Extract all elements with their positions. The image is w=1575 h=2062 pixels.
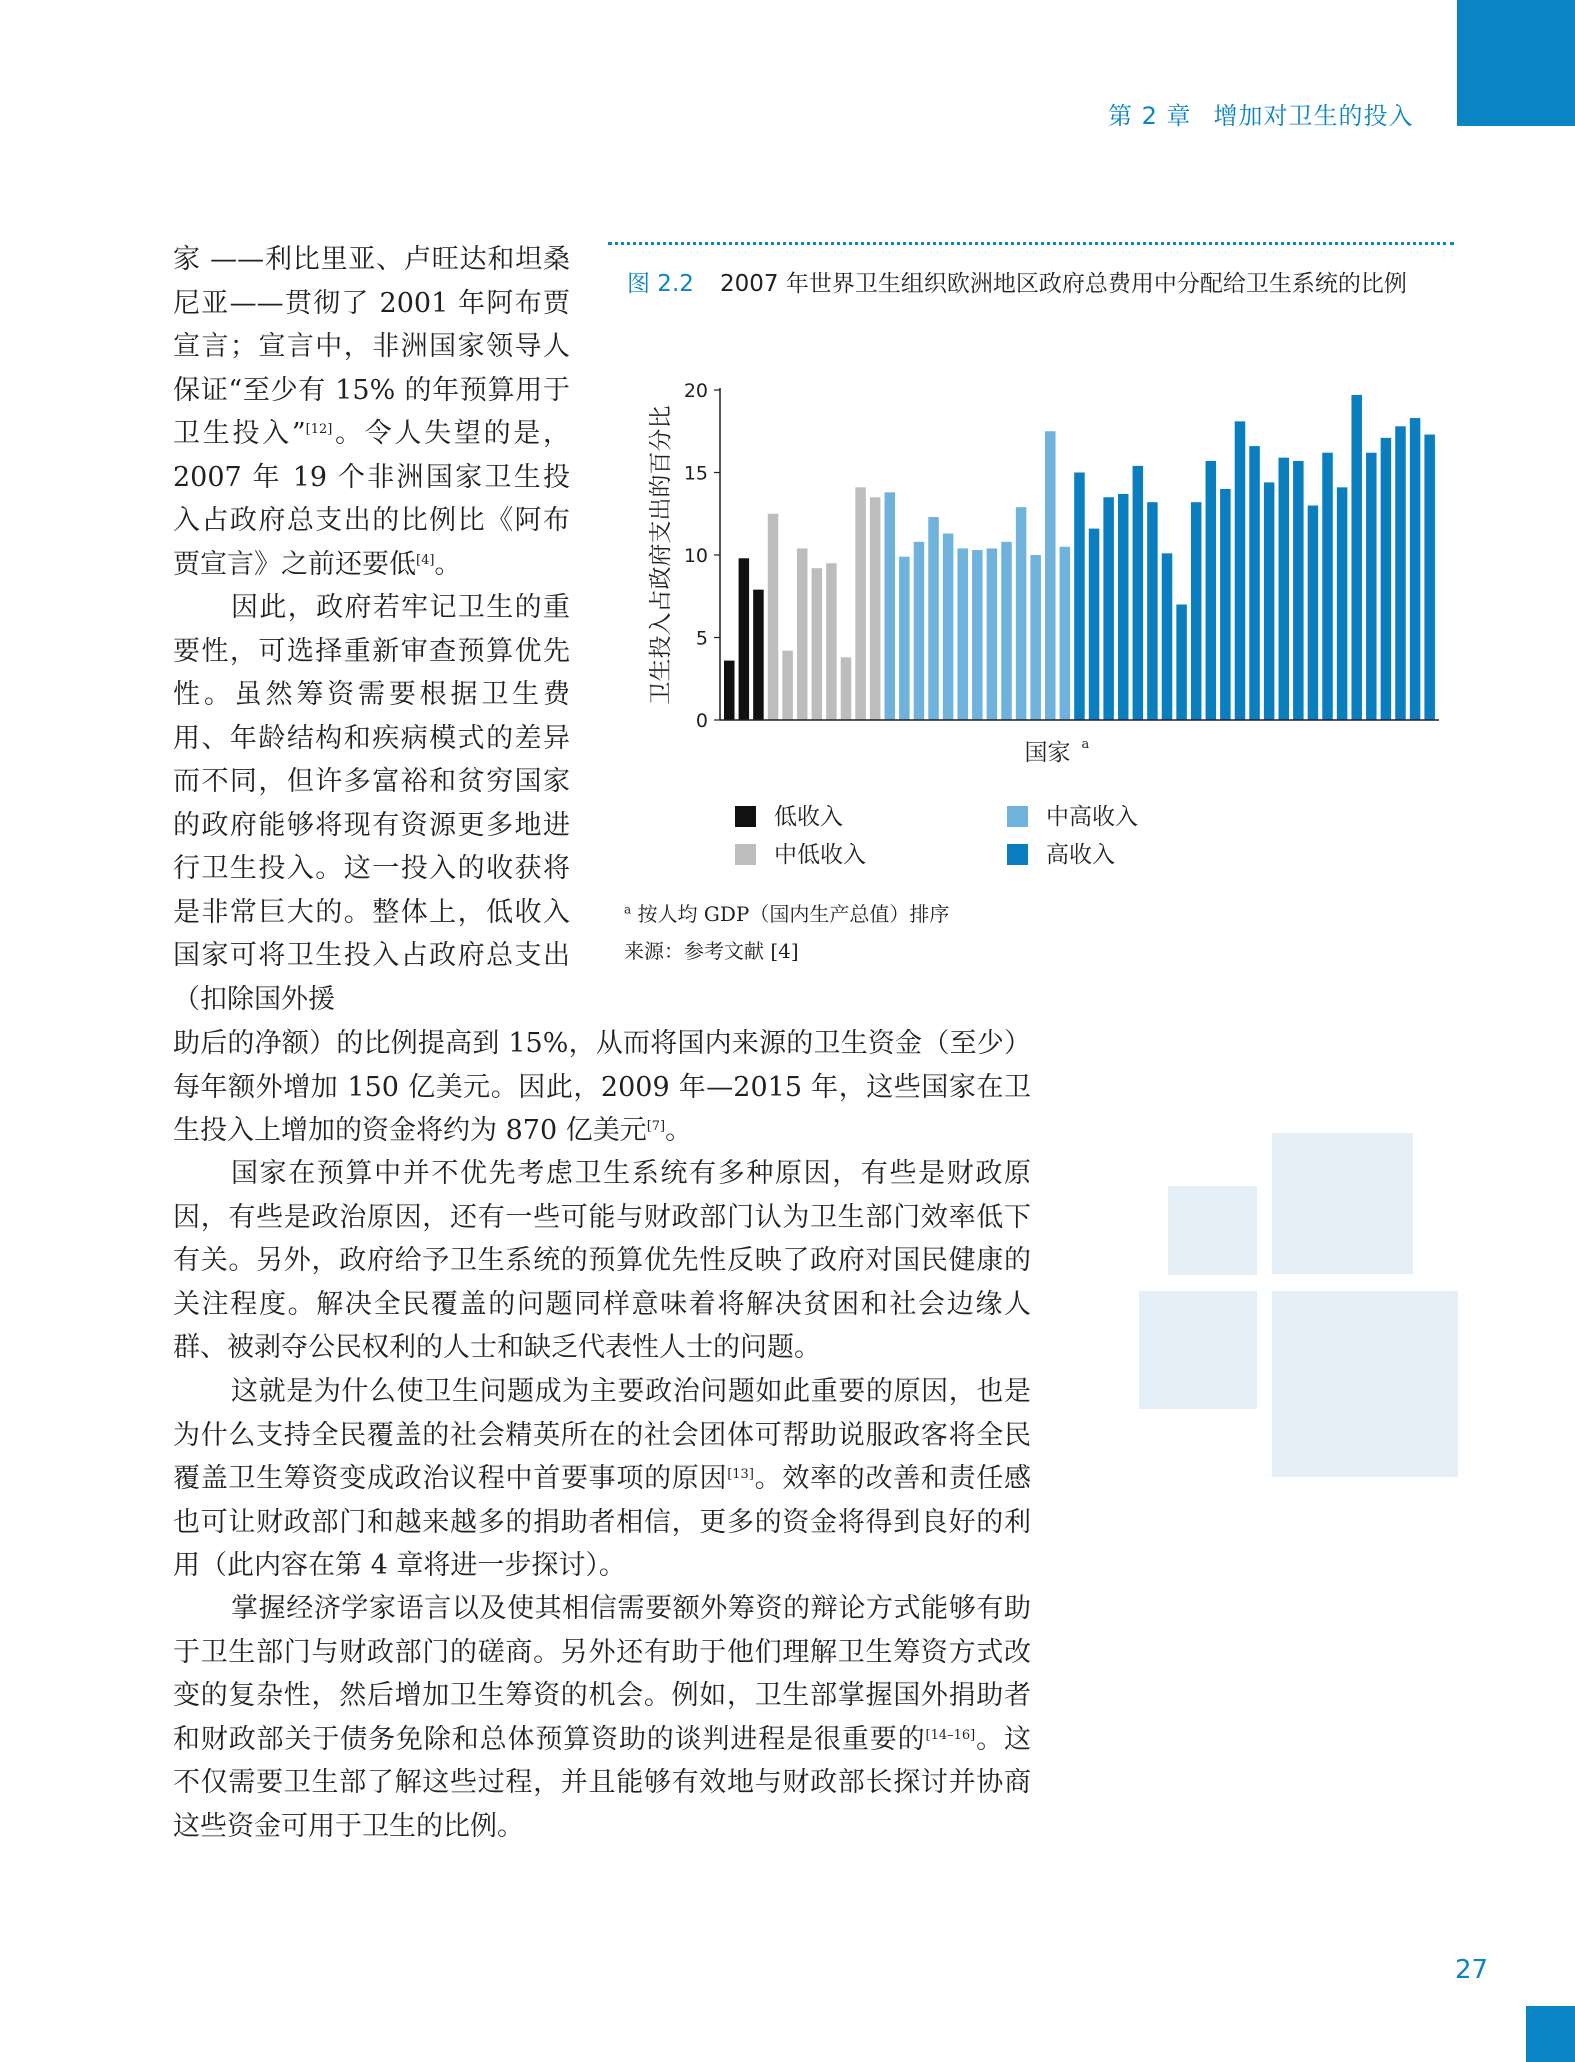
bar bbox=[1045, 431, 1056, 720]
running-header bbox=[1108, 96, 1428, 131]
bar bbox=[1147, 502, 1158, 720]
paragraph-4: 这就是为什么使卫生问题成为主要政治问题如此重要的原因，也是为什么支持全民覆盖的社会精英所在的社会团体可帮助说服政客将全民覆盖卫生筹资变成政治议程中首要事项的原因[13]。效率的改善和责任感也可让财政部门和越来越多的捐助者相信，更多的资金将得到良好的利用（此内容在第 4 章将进一步探讨）。 bbox=[173, 1376, 1032, 1581]
paragraph-2-wide: 助后的净额）的比例提高到 15%，从而将国内来源的卫生资金（至少）每年额外增加 150 亿美元。因此，2009 年—2015 年，这些国家在卫生投入上增加的资金将约为 870 亿美元[7]。 bbox=[173, 1028, 1031, 1146]
bar bbox=[1176, 605, 1187, 721]
chapter-number: 第 2 章 bbox=[1108, 102, 1192, 130]
bar bbox=[1030, 555, 1041, 720]
bar bbox=[826, 563, 837, 720]
note-mark: a bbox=[624, 902, 632, 917]
bar bbox=[753, 590, 764, 720]
legend-swatch bbox=[735, 844, 756, 865]
bar bbox=[841, 657, 852, 720]
paragraph-1: 家 ——利比里亚、卢旺达和坦桑尼亚——贯彻了 2001 年阿布贾宣言；宣言中，非洲国家领导人保证“至少有 15% 的年预算用于卫生投入”[12]。令人失望的是，2007 年 19 个非洲国家卫生投入占政府总支出的比例比《阿布贾宣言》之前还要低[4]。 bbox=[173, 244, 570, 580]
bar bbox=[1235, 421, 1246, 720]
y-tick-label: 15 bbox=[683, 462, 708, 485]
y-tick-label: 10 bbox=[683, 545, 708, 567]
bar bbox=[1395, 426, 1406, 720]
legend-swatch bbox=[735, 806, 756, 827]
paragraph-2-narrow: 因此，政府若牢记卫生的重要性，可选择重新审查预算优先性。虽然筹资需要根据卫生费用、年龄结构和疾病模式的差异而不同，但许多富裕和贫穷国家的政府能够将现有资源更多地进行卫生投入。这一投入的收获将是非常巨大的。整体上，低收入国家可将卫生投入占政府总支出（扣除国外援 bbox=[173, 592, 570, 1015]
bar bbox=[1001, 542, 1012, 720]
bar bbox=[928, 517, 939, 720]
reference: [7] bbox=[646, 1119, 666, 1134]
bar bbox=[972, 550, 983, 720]
bar bbox=[1410, 418, 1421, 720]
bar bbox=[1381, 438, 1392, 720]
reference: [4] bbox=[416, 552, 435, 568]
reference: [14–16] bbox=[925, 1727, 976, 1743]
decorative-square bbox=[1139, 1291, 1257, 1409]
bar bbox=[1366, 453, 1377, 720]
bar bbox=[870, 497, 881, 720]
legend-item-high: 高收入 bbox=[1007, 836, 1115, 869]
bar bbox=[1249, 446, 1260, 720]
bar bbox=[899, 557, 910, 720]
bar bbox=[739, 558, 750, 720]
legend-item-upper-middle: 中高收入 bbox=[1007, 798, 1138, 831]
chapter-title: 增加对卫生的投入 bbox=[1213, 102, 1414, 130]
bar bbox=[1191, 502, 1202, 720]
figure-title: 2007 年世界卫生组织欧洲地区政府总费用中分配给卫生系统的比例 bbox=[720, 271, 1407, 297]
bar-chart bbox=[630, 375, 1450, 775]
y-tick-label: 20 bbox=[683, 380, 708, 402]
footer-tab bbox=[1526, 2006, 1575, 2062]
bar bbox=[782, 651, 793, 720]
bar bbox=[914, 542, 925, 720]
bar bbox=[1133, 466, 1144, 720]
bar bbox=[1322, 453, 1333, 720]
figure-note: $^a$ 按人均 GDP（国内生产总值）排序 bbox=[624, 902, 950, 926]
bar bbox=[1089, 529, 1100, 720]
paragraph-5: 掌握经济学家语言以及使其相信需要额外筹资的辩论方式能够有助于卫生部门与财政部门的磋商。另外还有助于他们理解卫生筹资方式改变的复杂性，然后增加卫生筹资的机会。例如，卫生部掌握国外捐助者和财政部关于债务免除和总体预算资助的谈判进程是很重要的[14–16]。这不仅需要卫生部了解这些过程，并且能够有效地与财政部长探讨并协商这些资金可用于卫生的比例。 bbox=[173, 1593, 1032, 1842]
decorative-square bbox=[1168, 1186, 1257, 1275]
bar bbox=[987, 548, 998, 720]
bar bbox=[885, 492, 896, 720]
legend-item-lower-middle: 中低收入 bbox=[735, 836, 866, 869]
figure-label: 图 2.2 bbox=[627, 271, 694, 297]
figure-divider bbox=[608, 242, 1454, 245]
x-axis-label-mark: a bbox=[1081, 737, 1090, 752]
bar bbox=[812, 568, 823, 720]
bar bbox=[1206, 461, 1217, 720]
page-number: 27 bbox=[1455, 1955, 1489, 1985]
header-tab bbox=[1457, 0, 1575, 126]
bar bbox=[797, 548, 808, 720]
bar bbox=[1308, 506, 1319, 721]
bar bbox=[1118, 494, 1129, 720]
y-tick-label: 5 bbox=[695, 627, 708, 650]
legend-item-low: 低收入 bbox=[735, 798, 843, 831]
y-tick-label: 0 bbox=[695, 710, 708, 732]
reference: [12] bbox=[305, 422, 333, 437]
bar bbox=[1293, 461, 1304, 720]
bar bbox=[1103, 497, 1114, 720]
bar bbox=[957, 548, 968, 720]
bar bbox=[1264, 482, 1275, 720]
bar bbox=[1351, 395, 1362, 720]
bar bbox=[1074, 473, 1085, 721]
figure-source: 来源：参考文献 [4] bbox=[624, 939, 799, 963]
bar bbox=[1162, 553, 1173, 720]
bar bbox=[1060, 547, 1071, 720]
bar bbox=[768, 514, 779, 720]
decorative-square bbox=[1272, 1291, 1458, 1477]
bar bbox=[943, 534, 954, 720]
bar bbox=[724, 661, 735, 720]
bar bbox=[1220, 489, 1231, 720]
bar bbox=[855, 487, 866, 720]
bar bbox=[1424, 435, 1435, 720]
legend-swatch bbox=[1007, 806, 1028, 827]
legend-swatch bbox=[1007, 844, 1028, 865]
decorative-square bbox=[1272, 1133, 1413, 1274]
bar bbox=[1278, 458, 1289, 720]
bar bbox=[1337, 487, 1348, 720]
paragraph-3: 国家在预算中并不优先考虑卫生系统有多种原因，有些是财政原因，有些是政治原因，还有一些可能与财政部门认为卫生部门效率低下有关。另外，政府给予卫生系统的预算优先性反映了政府对国民健康的关注程度。解决全民覆盖的问题同样意味着将解决贫困和社会边缘人群、被剥夺公民权利的人士和缺乏代表性人士的问题。 bbox=[173, 1158, 1031, 1363]
reference: [13] bbox=[727, 1467, 754, 1482]
y-axis-label: 卫生投入占政府支出的百分比 bbox=[648, 405, 674, 705]
bar bbox=[1016, 507, 1027, 720]
x-axis-label: 国家 bbox=[1024, 740, 1071, 766]
